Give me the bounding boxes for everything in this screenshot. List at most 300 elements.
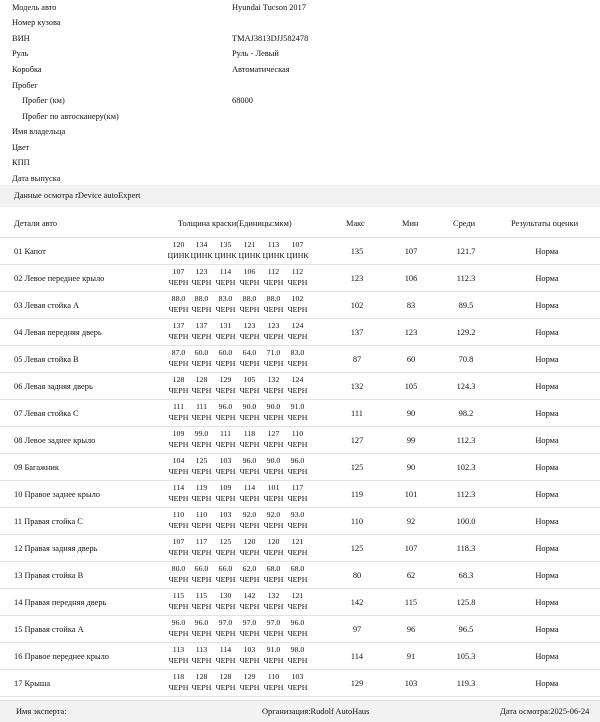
thickness-cell bbox=[167, 564, 190, 585]
paint-type: ЧЕРН bbox=[215, 682, 236, 692]
avg-value: 98.2 bbox=[458, 409, 474, 418]
paint-type: ЦИНК bbox=[214, 250, 237, 260]
thickness-value: 132 bbox=[267, 591, 280, 600]
paint-type: ЧЕРН bbox=[287, 520, 308, 530]
thickness-cells bbox=[168, 294, 328, 317]
min-value: 96 bbox=[406, 625, 416, 634]
avg-value: 121.7 bbox=[456, 247, 476, 256]
paint-type: ЧЕРН bbox=[215, 520, 236, 530]
paint-type: ЧЕРН bbox=[263, 412, 284, 422]
info-label: Пробег bbox=[12, 81, 38, 90]
paint-type: ЧЕРН bbox=[215, 547, 236, 557]
footer bbox=[0, 700, 600, 722]
thickness-cell bbox=[167, 294, 190, 315]
paint-type: ЧЕРН bbox=[168, 655, 189, 665]
thickness-cell bbox=[190, 672, 213, 693]
max-value: 129 bbox=[350, 679, 364, 688]
thickness-value: 88.0 bbox=[242, 294, 257, 303]
paint-type: ЦИНК bbox=[238, 250, 261, 260]
paint-type: ЧЕРН bbox=[191, 466, 212, 476]
thickness-cell bbox=[238, 348, 261, 369]
part-name: 07 Левая стойка С bbox=[14, 409, 79, 418]
thickness-value: 107 bbox=[291, 240, 304, 249]
part-name: 02 Левое переднее крыло bbox=[14, 274, 105, 283]
paint-type: ЧЕРН bbox=[287, 655, 308, 665]
thickness-value: 96.0 bbox=[171, 618, 186, 627]
thickness-cells bbox=[168, 510, 328, 533]
thickness-cell bbox=[167, 429, 190, 450]
max-value: 111 bbox=[351, 409, 363, 418]
avg-value: 68.3 bbox=[458, 571, 474, 580]
thickness-value: 131 bbox=[219, 321, 232, 330]
thickness-cell bbox=[238, 564, 261, 585]
thickness-value: 87.0 bbox=[171, 348, 186, 357]
table-row bbox=[0, 292, 600, 319]
min-value: 90 bbox=[406, 463, 416, 472]
thickness-cell bbox=[286, 618, 309, 639]
result-value: Норма bbox=[535, 598, 559, 607]
part-name: 05 Левая стойка В bbox=[14, 355, 79, 364]
paint-type: ЧЕРН bbox=[168, 439, 189, 449]
thickness-cell bbox=[286, 321, 309, 342]
info-label: Пробег по автосканеру(км) bbox=[22, 112, 119, 121]
paint-type: ЧЕРН bbox=[263, 277, 284, 287]
thickness-cell bbox=[262, 348, 285, 369]
info-value: 68000 bbox=[232, 96, 253, 105]
thickness-cell bbox=[238, 672, 261, 693]
avg-value: 89.5 bbox=[458, 301, 474, 310]
thickness-cells bbox=[168, 348, 328, 371]
thickness-cell bbox=[190, 537, 213, 558]
thickness-value: 103 bbox=[219, 510, 232, 519]
thickness-cell bbox=[190, 591, 213, 612]
result-value: Норма bbox=[535, 544, 559, 553]
part-name: 17 Крыша bbox=[14, 679, 51, 688]
max-value: 114 bbox=[350, 652, 364, 661]
thickness-value: 90.0 bbox=[242, 402, 257, 411]
thickness-value: 64.0 bbox=[242, 348, 257, 357]
thickness-cell bbox=[286, 672, 309, 693]
thickness-cell bbox=[214, 618, 237, 639]
result-value: Норма bbox=[535, 490, 559, 499]
table-row bbox=[0, 238, 600, 265]
thickness-value: 137 bbox=[195, 321, 208, 330]
paint-type: ЧЕРН bbox=[191, 520, 212, 530]
thickness-cell bbox=[238, 375, 261, 396]
thickness-cell bbox=[286, 456, 309, 477]
thickness-cell bbox=[214, 672, 237, 693]
part-name: 14 Правая передняя дверь bbox=[14, 598, 107, 607]
paint-type: ЧЕРН bbox=[239, 439, 260, 449]
result-value: Норма bbox=[535, 355, 559, 364]
thickness-cell bbox=[214, 564, 237, 585]
thickness-value: 113 bbox=[267, 240, 280, 249]
thickness-cell bbox=[190, 429, 213, 450]
thickness-cell bbox=[286, 294, 309, 315]
paint-type: ЧЕРН bbox=[191, 574, 212, 584]
paint-type: ЧЕРН bbox=[191, 628, 212, 638]
thickness-cell bbox=[262, 267, 285, 288]
thickness-cell bbox=[238, 537, 261, 558]
thickness-cell bbox=[262, 672, 285, 693]
thickness-value: 88.0 bbox=[266, 294, 281, 303]
result-value: Норма bbox=[535, 463, 559, 472]
thickness-value: 83.0 bbox=[290, 348, 305, 357]
paint-type: ЧЕРН bbox=[191, 493, 212, 503]
thickness-value: 68.0 bbox=[290, 564, 305, 573]
thickness-value: 132 bbox=[267, 375, 280, 384]
paint-type: ЧЕРН bbox=[168, 466, 189, 476]
paint-type: ЧЕРН bbox=[215, 628, 236, 638]
thickness-value: 129 bbox=[243, 672, 256, 681]
paint-type: ЧЕРН bbox=[263, 358, 284, 368]
thickness-cell bbox=[238, 321, 261, 342]
info-row bbox=[0, 34, 600, 50]
part-name: 11 Правая стойка С bbox=[14, 517, 83, 526]
thickness-cell bbox=[286, 645, 309, 666]
thickness-cell bbox=[262, 564, 285, 585]
section-title: Данные осмотра rDevice autoExpert bbox=[14, 191, 141, 200]
thickness-cells bbox=[168, 672, 328, 695]
info-row bbox=[0, 3, 600, 19]
info-label: Цвет bbox=[12, 143, 30, 152]
table-row bbox=[0, 562, 600, 589]
min-value: 103 bbox=[404, 679, 418, 688]
thickness-value: 103 bbox=[291, 672, 304, 681]
table-row bbox=[0, 481, 600, 508]
thickness-value: 120 bbox=[243, 537, 256, 546]
thickness-value: 123 bbox=[267, 321, 280, 330]
thickness-value: 135 bbox=[219, 240, 232, 249]
result-value: Норма bbox=[535, 679, 559, 688]
thickness-value: 137 bbox=[172, 321, 185, 330]
paint-type: ЧЕРН bbox=[239, 493, 260, 503]
paint-type: ЧЕРН bbox=[263, 439, 284, 449]
thickness-cells bbox=[168, 375, 328, 398]
paint-type: ЧЕРН bbox=[215, 304, 236, 314]
max-value: 97 bbox=[352, 625, 362, 634]
thickness-value: 71.0 bbox=[266, 348, 281, 357]
thickness-cell bbox=[167, 645, 190, 666]
result-value: Норма bbox=[535, 436, 559, 445]
avg-value: 102.3 bbox=[456, 463, 476, 472]
paint-type: ЧЕРН bbox=[191, 331, 212, 341]
thickness-cell bbox=[214, 510, 237, 531]
thickness-value: 91.0 bbox=[266, 645, 281, 654]
thickness-value: 80.0 bbox=[171, 564, 186, 573]
info-row bbox=[0, 127, 600, 143]
paint-type: ЧЕРН bbox=[239, 655, 260, 665]
result-value: Норма bbox=[535, 247, 559, 256]
table-row bbox=[0, 535, 600, 562]
thickness-value: 111 bbox=[195, 402, 208, 411]
thickness-value: 110 bbox=[267, 672, 280, 681]
thickness-cells bbox=[168, 456, 328, 479]
thickness-value: 107 bbox=[172, 537, 185, 546]
thickness-cell bbox=[167, 267, 190, 288]
table-row bbox=[0, 508, 600, 535]
thickness-value: 128 bbox=[172, 375, 185, 384]
thickness-cell bbox=[214, 645, 237, 666]
thickness-cell bbox=[238, 456, 261, 477]
thickness-cell bbox=[262, 429, 285, 450]
thickness-cells bbox=[168, 645, 328, 668]
thickness-cell bbox=[262, 456, 285, 477]
thickness-value: 98.0 bbox=[290, 645, 305, 654]
thickness-value: 128 bbox=[195, 672, 208, 681]
paint-type: ЧЕРН bbox=[263, 574, 284, 584]
part-name: 16 Правое переднее крыло bbox=[14, 652, 109, 661]
thickness-cell bbox=[238, 294, 261, 315]
max-value: 125 bbox=[350, 544, 364, 553]
thickness-value: 117 bbox=[291, 483, 304, 492]
paint-type: ЧЕРН bbox=[215, 466, 236, 476]
avg-value: 100.0 bbox=[456, 517, 476, 526]
thickness-value: 83.0 bbox=[218, 294, 233, 303]
thickness-value: 109 bbox=[172, 429, 185, 438]
thickness-cells bbox=[167, 240, 328, 263]
paint-type: ЧЕРН bbox=[287, 277, 308, 287]
thickness-value: 114 bbox=[243, 483, 256, 492]
min-value: 123 bbox=[404, 328, 418, 337]
paint-type: ЦИНК bbox=[190, 250, 213, 260]
table-row bbox=[0, 346, 600, 373]
paint-type: ЧЕРН bbox=[239, 520, 260, 530]
thickness-value: 104 bbox=[172, 456, 185, 465]
thickness-cells bbox=[168, 429, 328, 452]
paint-type: ЧЕРН bbox=[239, 385, 260, 395]
paint-type: ЧЕРН bbox=[263, 601, 284, 611]
paint-type: ЧЕРН bbox=[239, 304, 260, 314]
paint-type: ЧЕРН bbox=[215, 493, 236, 503]
paint-type: ЧЕРН bbox=[287, 385, 308, 395]
thickness-cell bbox=[190, 321, 213, 342]
result-value: Норма bbox=[535, 409, 559, 418]
thickness-cell bbox=[286, 240, 309, 261]
paint-type: ЦИНК bbox=[167, 250, 190, 260]
paint-type: ЧЕРН bbox=[239, 547, 260, 557]
expert-name: Имя эксперта: bbox=[16, 707, 67, 716]
info-value: Hyundai Tucson 2017 bbox=[232, 3, 306, 12]
info-row bbox=[0, 112, 600, 128]
thickness-value: 91.0 bbox=[290, 402, 305, 411]
paint-type: ЧЕРН bbox=[168, 385, 189, 395]
thickness-cell bbox=[190, 645, 213, 666]
thickness-value: 97.0 bbox=[266, 618, 281, 627]
part-name: 04 Левая передняя дверь bbox=[14, 328, 102, 337]
part-name: 12 Правая задняя дверь bbox=[14, 544, 98, 553]
info-row bbox=[0, 96, 600, 112]
paint-type: ЧЕРН bbox=[215, 331, 236, 341]
table-row bbox=[0, 589, 600, 616]
thickness-cell bbox=[214, 321, 237, 342]
part-name: 09 Багажник bbox=[14, 463, 59, 472]
thickness-cell bbox=[214, 267, 237, 288]
info-value: Автоматическая bbox=[232, 65, 290, 74]
thickness-value: 66.0 bbox=[218, 564, 233, 573]
thickness-cell bbox=[286, 402, 309, 423]
info-label: ВИН bbox=[12, 34, 30, 43]
thickness-cell bbox=[262, 510, 285, 531]
max-value: 110 bbox=[350, 517, 364, 526]
avg-value: 112.3 bbox=[456, 274, 476, 283]
paint-type: ЧЕРН bbox=[263, 682, 284, 692]
paint-type: ЧЕРН bbox=[215, 385, 236, 395]
thickness-value: 115 bbox=[195, 591, 208, 600]
info-row bbox=[0, 18, 600, 34]
min-value: 92 bbox=[406, 517, 416, 526]
thickness-cell bbox=[262, 240, 285, 261]
info-label: Пробег (км) bbox=[22, 96, 65, 105]
thickness-value: 134 bbox=[195, 240, 208, 249]
thickness-value: 105 bbox=[243, 375, 256, 384]
thickness-cell bbox=[214, 402, 237, 423]
header-part: Детали авто bbox=[14, 219, 58, 228]
paint-type: ЧЕРН bbox=[239, 412, 260, 422]
max-value: 137 bbox=[350, 328, 364, 337]
paint-type: ЧЕРН bbox=[263, 493, 284, 503]
thickness-value: 121 bbox=[291, 591, 304, 600]
thickness-value: 103 bbox=[219, 456, 232, 465]
thickness-cell bbox=[190, 240, 213, 261]
table-row bbox=[0, 643, 600, 670]
thickness-cell bbox=[262, 294, 285, 315]
paint-type: ЧЕРН bbox=[191, 655, 212, 665]
header-result: Результаты оценки bbox=[511, 219, 579, 228]
paint-type: ЧЕРН bbox=[239, 574, 260, 584]
thickness-cell bbox=[238, 510, 261, 531]
thickness-value: 124 bbox=[291, 321, 304, 330]
max-value: 132 bbox=[350, 382, 364, 391]
result-value: Норма bbox=[535, 571, 559, 580]
thickness-value: 123 bbox=[243, 321, 256, 330]
paint-type: ЧЕРН bbox=[287, 439, 308, 449]
info-row bbox=[0, 158, 600, 174]
thickness-cell bbox=[238, 402, 261, 423]
thickness-value: 62.0 bbox=[242, 564, 257, 573]
paint-type: ЧЕРН bbox=[287, 466, 308, 476]
thickness-value: 92.0 bbox=[242, 510, 257, 519]
paint-type: ЧЕРН bbox=[263, 547, 284, 557]
thickness-cell bbox=[214, 483, 237, 504]
paint-type: ЧЕРН bbox=[287, 358, 308, 368]
result-value: Норма bbox=[535, 652, 559, 661]
thickness-value: 128 bbox=[195, 375, 208, 384]
paint-type: ЧЕРН bbox=[191, 439, 212, 449]
thickness-value: 112 bbox=[291, 267, 304, 276]
thickness-value: 114 bbox=[219, 645, 232, 654]
thickness-cell bbox=[167, 537, 190, 558]
thickness-value: 110 bbox=[172, 510, 185, 519]
thickness-value: 107 bbox=[172, 267, 185, 276]
paint-type: ЧЕРН bbox=[263, 466, 284, 476]
thickness-cell bbox=[167, 483, 190, 504]
paint-type: ЧЕРН bbox=[168, 601, 189, 611]
min-value: 107 bbox=[404, 544, 418, 553]
thickness-cell bbox=[167, 672, 190, 693]
paint-type: ЧЕРН bbox=[239, 358, 260, 368]
thickness-value: 96.0 bbox=[242, 456, 257, 465]
part-name: 08 Левое заднее крыло bbox=[14, 436, 96, 445]
thickness-value: 96.0 bbox=[290, 456, 305, 465]
table-row bbox=[0, 400, 600, 427]
table-row bbox=[0, 427, 600, 454]
thickness-cell bbox=[167, 456, 190, 477]
thickness-cell bbox=[286, 348, 309, 369]
thickness-cell bbox=[167, 591, 190, 612]
min-value: 105 bbox=[404, 382, 418, 391]
avg-value: 125.8 bbox=[456, 598, 476, 607]
paint-type: ЧЕРН bbox=[191, 385, 212, 395]
thickness-value: 103 bbox=[243, 645, 256, 654]
result-value: Норма bbox=[535, 382, 559, 391]
part-name: 10 Правое заднее крыло bbox=[14, 490, 100, 499]
paint-type: ЧЕРН bbox=[168, 547, 189, 557]
min-value: 91 bbox=[406, 652, 416, 661]
thickness-value: 88.0 bbox=[194, 294, 209, 303]
avg-value: 119.3 bbox=[456, 679, 476, 688]
avg-value: 96.5 bbox=[458, 625, 474, 634]
thickness-value: 120 bbox=[172, 240, 185, 249]
max-value: 142 bbox=[350, 598, 364, 607]
thickness-cell bbox=[238, 267, 261, 288]
thickness-cells bbox=[168, 591, 328, 614]
thickness-cell bbox=[262, 591, 285, 612]
paint-type: ЧЕРН bbox=[215, 439, 236, 449]
min-value: 90 bbox=[406, 409, 416, 418]
thickness-cell bbox=[167, 402, 190, 423]
min-value: 62 bbox=[406, 571, 416, 580]
paint-type: ЦИНК bbox=[286, 250, 309, 260]
paint-type: ЧЕРН bbox=[287, 412, 308, 422]
result-value: Норма bbox=[535, 301, 559, 310]
part-name: 03 Левая стойка А bbox=[14, 301, 80, 310]
thickness-cell bbox=[190, 267, 213, 288]
thickness-cell bbox=[190, 456, 213, 477]
part-name: 06 Левая задняя дверь bbox=[14, 382, 93, 391]
thickness-cell bbox=[262, 402, 285, 423]
header-min: Мин bbox=[402, 219, 419, 228]
paint-type: ЧЕРН bbox=[168, 331, 189, 341]
min-value: 115 bbox=[404, 598, 418, 607]
thickness-value: 97.0 bbox=[218, 618, 233, 627]
paint-type: ЧЕРН bbox=[215, 655, 236, 665]
thickness-cell bbox=[262, 537, 285, 558]
thickness-value: 101 bbox=[267, 483, 280, 492]
avg-value: 129.2 bbox=[456, 328, 476, 337]
thickness-cells bbox=[168, 267, 328, 290]
paint-type: ЧЕРН bbox=[191, 547, 212, 557]
thickness-cell bbox=[286, 591, 309, 612]
paint-type: ЧЕРН bbox=[168, 574, 189, 584]
thickness-cell bbox=[238, 618, 261, 639]
paint-type: ЧЕРН bbox=[263, 331, 284, 341]
min-value: 60 bbox=[406, 355, 416, 364]
paint-type: ЦИНК bbox=[262, 250, 285, 260]
paint-type: ЧЕРН bbox=[191, 601, 212, 611]
paint-type: ЧЕРН bbox=[287, 682, 308, 692]
thickness-value: 125 bbox=[195, 456, 208, 465]
thickness-cell bbox=[286, 375, 309, 396]
paint-type: ЧЕРН bbox=[168, 277, 189, 287]
thickness-cell bbox=[214, 348, 237, 369]
info-label: Модель авто bbox=[12, 3, 57, 12]
paint-type: ЧЕРН bbox=[168, 628, 189, 638]
min-value: 101 bbox=[404, 490, 418, 499]
info-label: Номер кузова bbox=[12, 18, 61, 27]
table-row bbox=[0, 616, 600, 643]
paint-type: ЧЕРН bbox=[215, 574, 236, 584]
